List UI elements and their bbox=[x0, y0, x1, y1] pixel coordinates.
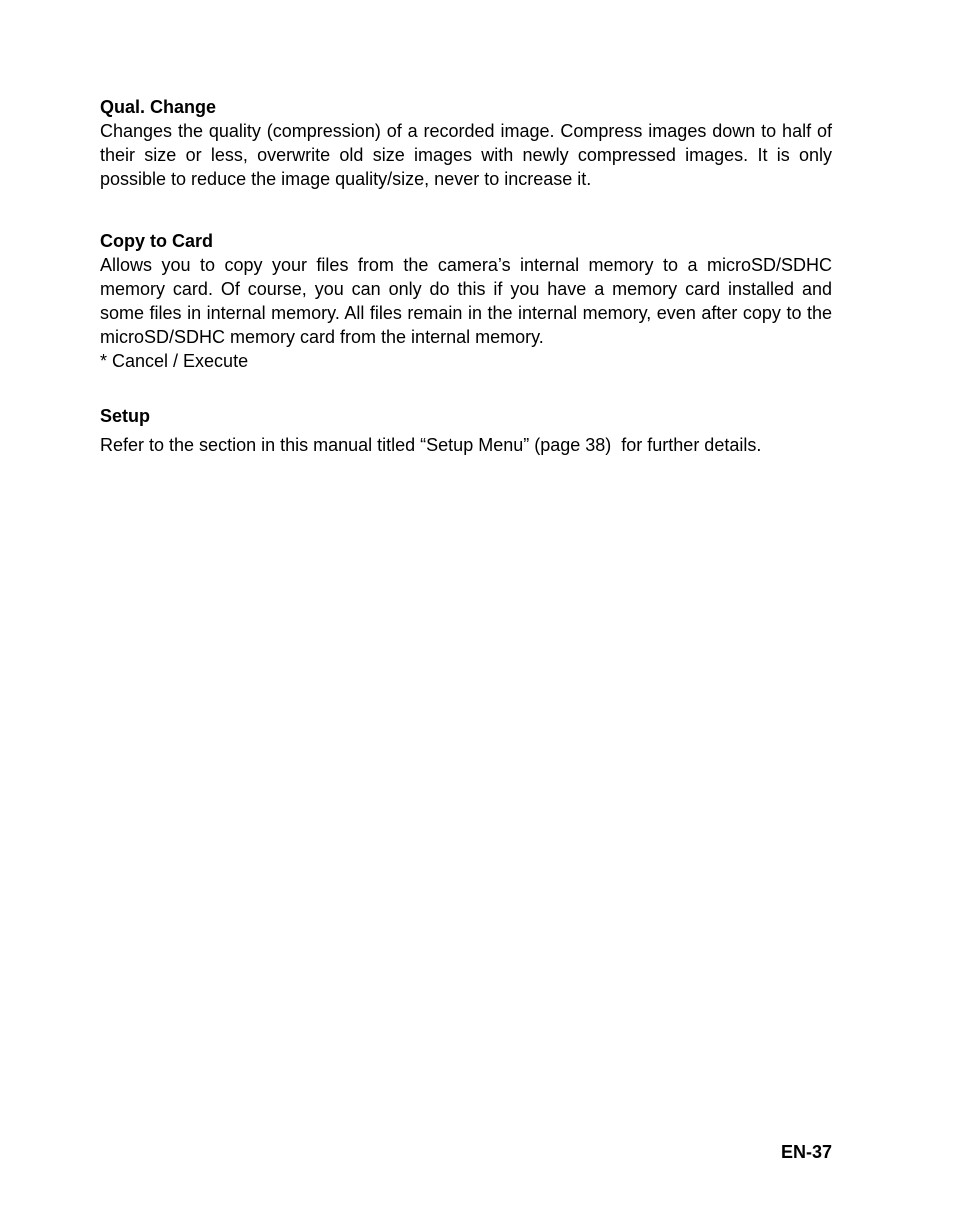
options-note: * Cancel / Execute bbox=[100, 351, 249, 371]
section-body: Refer to the section in this manual titled “Setup Menu” (page 38) for further details. bbox=[100, 435, 762, 455]
section-copy-to-card bbox=[100, 229, 832, 373]
section-setup bbox=[100, 404, 832, 457]
page-number: EN-37 bbox=[780, 1142, 832, 1162]
section-body: Changes the quality (compression) of a recorded image. Compress images down to half of their size or less, overwrite old size images with newly compressed images. It is only possible to reduce the image quality/size, never to increase it. bbox=[100, 121, 832, 189]
section-qual-change bbox=[100, 95, 832, 191]
section-heading: Qual. Change bbox=[100, 97, 217, 117]
section-body: Allows you to copy your files from the camera’s internal memory to a microSD/SDHC memory card. Of course, you can only do this if you have a memory card installed and some files in internal memory. All files remain in the internal memory, even after copy to the microSD/SDHC memory card from the internal memory. bbox=[100, 255, 832, 347]
section-heading: Setup bbox=[100, 406, 151, 426]
section-heading: Copy to Card bbox=[100, 231, 214, 251]
page-content bbox=[100, 95, 832, 457]
